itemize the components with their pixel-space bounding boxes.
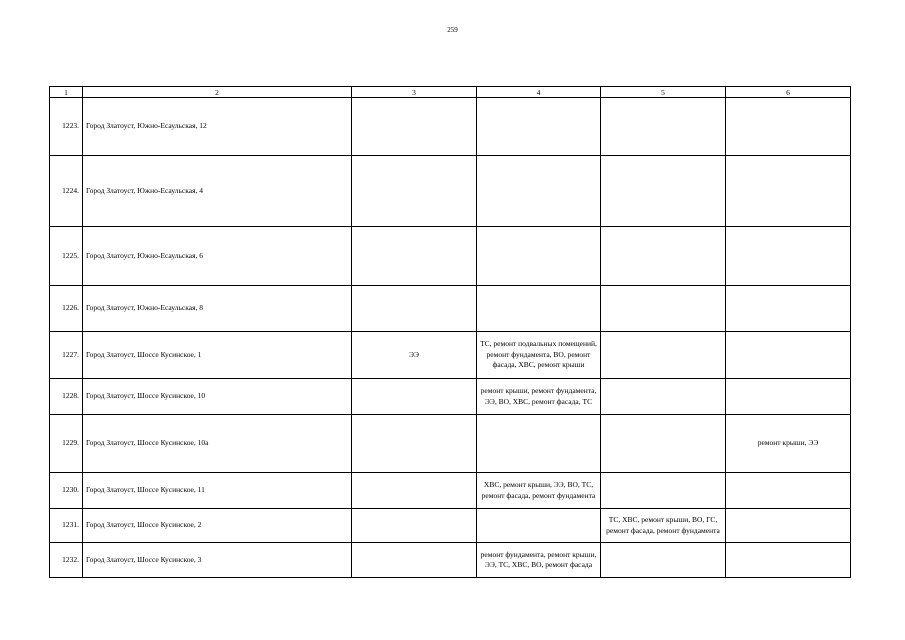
table-row xyxy=(50,286,851,332)
table-row xyxy=(50,543,851,578)
column-header: 3 xyxy=(352,87,477,98)
cell-col5 xyxy=(601,98,726,156)
cell-col6 xyxy=(726,332,851,379)
cell-col3 xyxy=(352,379,477,415)
cell-col5: ТС, ХВС, ремонт крыши, ВО, ГС, ремонт фасада, ремонт фундамента xyxy=(601,509,726,543)
cell-col3 xyxy=(352,227,477,286)
table-row xyxy=(50,98,851,156)
cell-col6 xyxy=(726,286,851,332)
column-header: 1 xyxy=(50,87,83,98)
cell-col5 xyxy=(601,543,726,578)
row-number: 1224. xyxy=(50,156,83,227)
cell-col5 xyxy=(601,332,726,379)
cell-col6 xyxy=(726,227,851,286)
cell-col4 xyxy=(477,156,601,227)
cell-col4 xyxy=(477,227,601,286)
row-address: Город Златоуст, Шоссе Кусинское, 3 xyxy=(83,543,352,578)
cell-col5 xyxy=(601,379,726,415)
row-number: 1227. xyxy=(50,332,83,379)
column-header: 2 xyxy=(83,87,352,98)
cell-col5 xyxy=(601,286,726,332)
table-row xyxy=(50,415,851,473)
cell-col3: ЭЭ xyxy=(352,332,477,379)
cell-col3 xyxy=(352,509,477,543)
row-number: 1225. xyxy=(50,227,83,286)
table-row xyxy=(50,332,851,379)
row-address: Город Златоуст, Шоссе Кусинское, 11 xyxy=(83,473,352,509)
cell-col4 xyxy=(477,98,601,156)
cell-col3 xyxy=(352,286,477,332)
header-row xyxy=(50,87,851,98)
cell-col4 xyxy=(477,286,601,332)
row-address: Город Златоуст, Южно-Есаульская, 6 xyxy=(83,227,352,286)
page-number: 259 xyxy=(447,26,458,34)
cell-col6 xyxy=(726,98,851,156)
row-number: 1228. xyxy=(50,379,83,415)
column-header: 5 xyxy=(601,87,726,98)
cell-col5 xyxy=(601,415,726,473)
cell-col4: ХВС, ремонт крыши, ЭЭ, ВО, ТС, ремонт фасада, ремонт фундамента xyxy=(477,473,601,509)
cell-col5 xyxy=(601,473,726,509)
cell-col3 xyxy=(352,543,477,578)
cell-col5 xyxy=(601,227,726,286)
row-number: 1231. xyxy=(50,509,83,543)
cell-col5 xyxy=(601,156,726,227)
cell-col6 xyxy=(726,156,851,227)
row-number: 1230. xyxy=(50,473,83,509)
cell-col3 xyxy=(352,156,477,227)
table-row xyxy=(50,473,851,509)
cell-col4: ремонт фундамента, ремонт крыши, ЭЭ, ТС, ХВС, ВО, ремонт фасада xyxy=(477,543,601,578)
cell-col4 xyxy=(477,509,601,543)
row-number: 1226. xyxy=(50,286,83,332)
row-number: 1232. xyxy=(50,543,83,578)
cell-col4: ремонт крыши, ремонт фундамента, ЭЭ, ВО, ХВС, ремонт фасада, ТС xyxy=(477,379,601,415)
row-number: 1229. xyxy=(50,415,83,473)
table-row xyxy=(50,509,851,543)
row-address: Город Златоуст, Шоссе Кусинское, 10а xyxy=(83,415,352,473)
cell-col4: ТС, ремонт подвальных помещений, ремонт фундамента, ВО, ремонт фасада, ХВС, ремонт крыши xyxy=(477,332,601,379)
cell-col6 xyxy=(726,509,851,543)
row-address: Город Златоуст, Южно-Есаульская, 8 xyxy=(83,286,352,332)
row-address: Город Златоуст, Южно-Есаульская, 4 xyxy=(83,156,352,227)
row-address: Город Златоуст, Южно-Есаульская, 12 xyxy=(83,98,352,156)
table-row xyxy=(50,227,851,286)
cell-col3 xyxy=(352,98,477,156)
column-header: 4 xyxy=(477,87,601,98)
cell-col6: ремонт крыши, ЭЭ xyxy=(726,415,851,473)
row-address: Город Златоуст, Шоссе Кусинское, 1 xyxy=(83,332,352,379)
cell-col3 xyxy=(352,473,477,509)
row-number: 1223. xyxy=(50,98,83,156)
table-row xyxy=(50,379,851,415)
row-address: Город Златоуст, Шоссе Кусинское, 10 xyxy=(83,379,352,415)
table-row xyxy=(50,156,851,227)
cell-col4 xyxy=(477,415,601,473)
cell-col6 xyxy=(726,379,851,415)
cell-col3 xyxy=(352,415,477,473)
cell-col6 xyxy=(726,473,851,509)
cell-col6 xyxy=(726,543,851,578)
address-table xyxy=(49,86,851,578)
column-header: 6 xyxy=(726,87,851,98)
row-address: Город Златоуст, Шоссе Кусинское, 2 xyxy=(83,509,352,543)
